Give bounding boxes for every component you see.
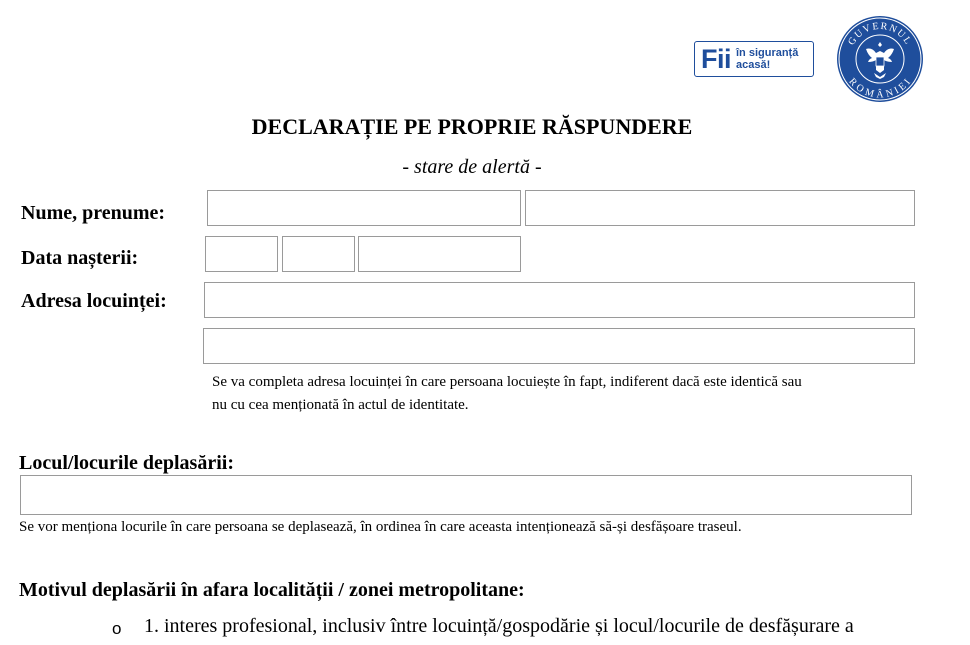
destination-note: Se vor menționa locurile în care persoana se deplasează, în ordinea în care aceasta intenționează să-și desfășoare traseul.: [19, 519, 742, 535]
birth-day-field[interactable]: [205, 236, 278, 272]
reason-option-1-checkbox[interactable]: o: [112, 619, 122, 638]
destination-field[interactable]: [20, 475, 912, 515]
document-title: DECLARAȚIE PE PROPRIE RĂSPUNDERE: [251, 114, 693, 139]
address-line1-field[interactable]: [204, 282, 915, 318]
seal-bottom-text: ROMÂNIEI: [846, 76, 914, 101]
campaign-badge-caption: [736, 47, 798, 71]
government-seal-logo: [836, 15, 924, 103]
campaign-badge-big: Fii: [701, 43, 731, 74]
birth-year-field[interactable]: [358, 236, 521, 272]
reason-option-1-text: 1. interes profesional, inclusiv între locuință/gospodărie și locul/locurile de desfășurare a: [144, 615, 854, 637]
birth-month-field[interactable]: [282, 236, 355, 272]
campaign-badge-line2: acasă!: [736, 59, 771, 71]
address-line2-field[interactable]: [203, 328, 915, 364]
document-subtitle: - stare de alertă -: [402, 156, 542, 178]
address-note-line1: Se va completa adresa locuinței în care persoana locuiește în fapt, indiferent dacă este identică sau: [212, 374, 802, 390]
last-name-field[interactable]: [207, 190, 521, 226]
seal-top-text: GUVERNUL: [846, 20, 914, 48]
address-note: [212, 371, 942, 417]
birth-date-label: Data nașterii:: [21, 247, 139, 269]
first-name-field[interactable]: [525, 190, 915, 226]
campaign-badge-line1: în siguranță: [736, 47, 799, 59]
reason-label: Motivul deplasării în afara localității / zonei metropolitane:: [19, 579, 525, 601]
name-label: Nume, prenume:: [21, 202, 166, 224]
address-note-line2: nu cu cea menționată în actul de identitate.: [212, 397, 469, 413]
destination-label: Locul/locurile deplasării:: [19, 452, 234, 474]
campaign-badge: [694, 41, 814, 77]
address-label: Adresa locuinței:: [21, 290, 167, 312]
